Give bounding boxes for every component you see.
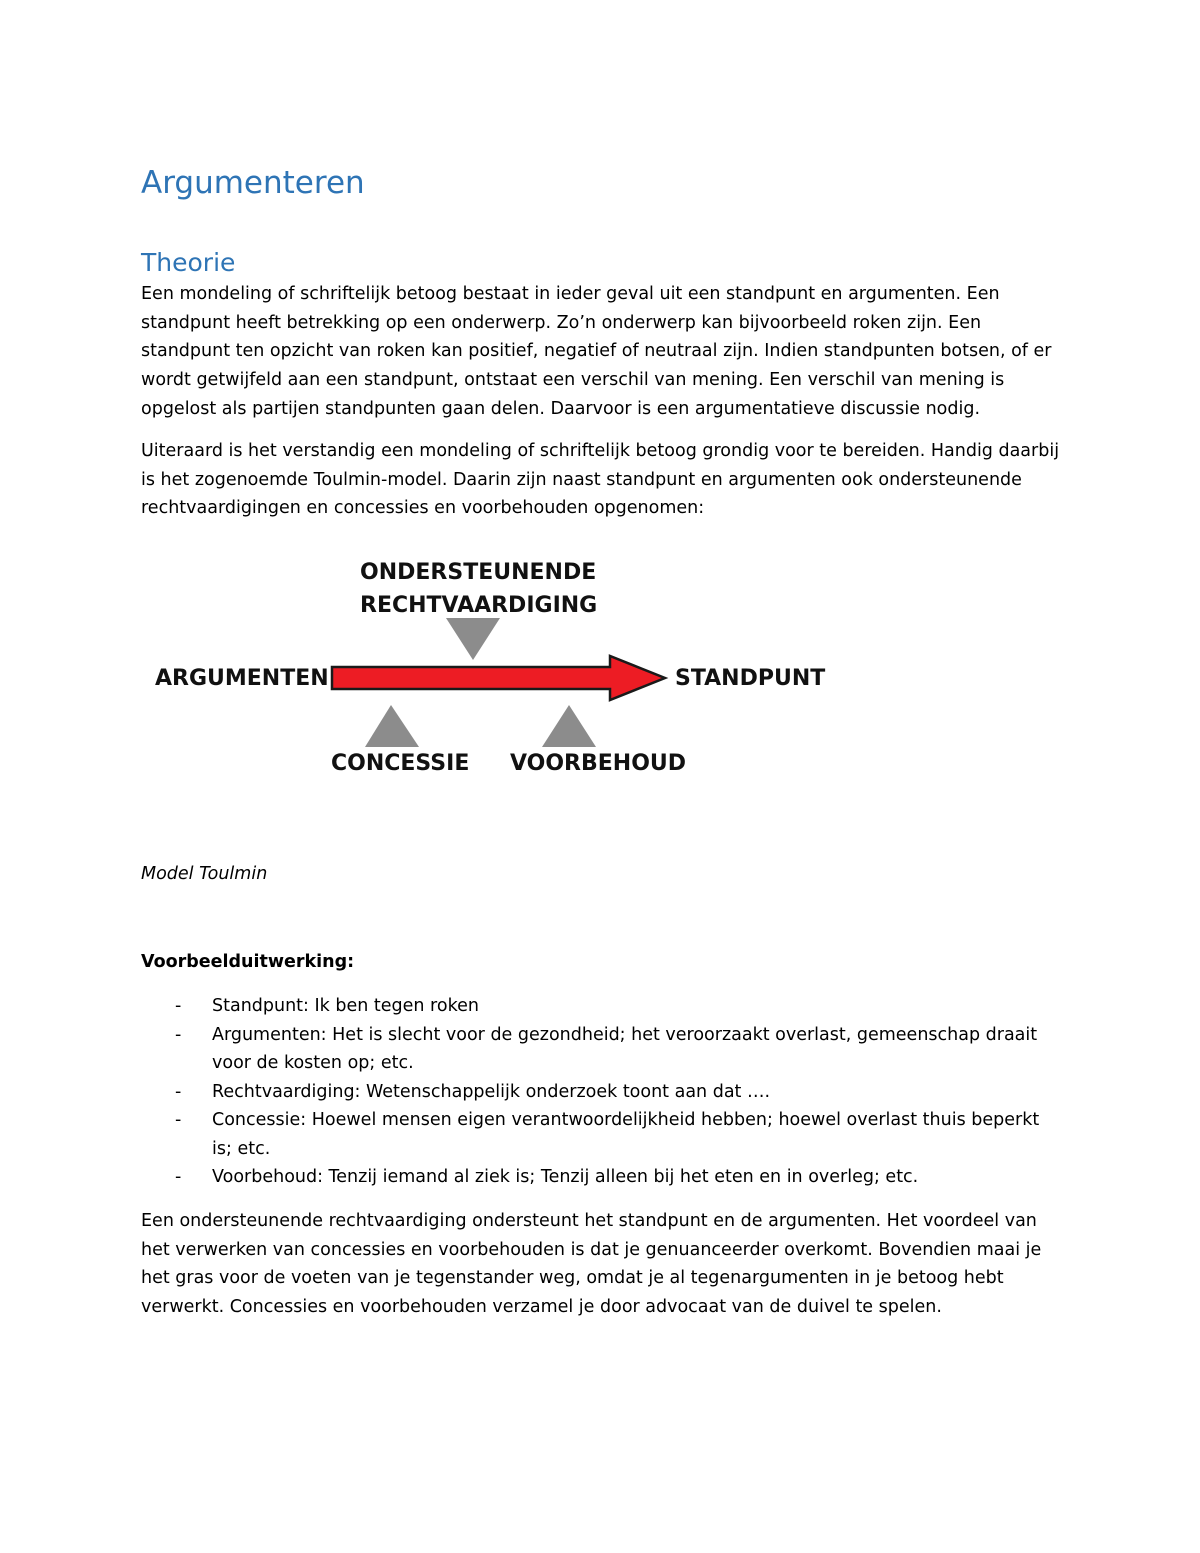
- intro-paragraph: [141, 280, 1061, 423]
- text-line: Voorbehoud: Tenzij iemand al ziek is; Tenzij alleen bij het eten en in overleg; etc.: [212, 1167, 919, 1187]
- text-line: Een mondeling of schriftelijk betoog bestaat in ieder geval uit een standpunt en argumenten. Een: [141, 284, 1000, 304]
- text-line: voor de kosten op; etc.: [212, 1053, 414, 1073]
- text-line: standpunt ten opzicht van roken kan positief, negatief of neutraal zijn. Indien standpunten botsen, of er: [141, 341, 1052, 362]
- text-line: Rechtvaardiging: Wetenschappelijk onderzoek toont aan dat ….: [212, 1081, 771, 1102]
- diagram-label-arguments: ARGUMENTEN: [155, 666, 329, 691]
- argument-arrow-icon: [332, 656, 665, 700]
- text-line: Standpunt: Ik ben tegen roken: [212, 996, 479, 1016]
- text-line: het verwerken van concessies en voorbehouden is dat je genuanceerder overkomt. Bovendien maai je: [141, 1239, 1042, 1260]
- list-item-rechtvaardiging: [141, 1078, 1061, 1107]
- diagram-label-reservation: VOORBEHOUD: [510, 751, 687, 776]
- text-line: Concessie: Hoewel mensen eigen verantwoordelijkheid hebben; hoewel overlast thuis beperkt: [212, 1110, 1040, 1130]
- text-line: rechtvaardigingen en concessies en voorbehouden opgenomen:: [141, 498, 705, 519]
- concession-triangle-icon: [365, 705, 419, 747]
- text-line: opgelost als partijen standpunten gaan delen. Daarvoor is een argumentatieve discussie nodig.: [141, 398, 981, 419]
- figure-caption: Model Toulmin: [141, 864, 268, 884]
- text-line: Argumenten: Het is slecht voor de gezondheid; het veroorzaakt overlast, gemeenschap draait: [212, 1024, 1038, 1045]
- text-line: is; etc.: [212, 1138, 271, 1159]
- conclusion-paragraph: [141, 1207, 1061, 1322]
- bullet-dash: -: [175, 996, 182, 1016]
- list-item-voorbehoud: [141, 1163, 1061, 1192]
- text-line: is het zogenoemde Toulmin-model. Daarin zijn naast standpunt en argumenten ook ondersteunende: [141, 469, 1022, 490]
- list-item-concessie: [141, 1106, 1061, 1163]
- example-heading: Voorbeelduitwerking:: [141, 952, 355, 972]
- diagram-label-warrant-line2: RECHTVAARDIGING: [360, 593, 598, 618]
- text-line: wordt getwijfeld aan een standpunt, ontstaat een verschil van mening. Een verschil van mening is: [141, 370, 1005, 391]
- example-list: [141, 992, 1061, 1192]
- list-item-argumenten: [141, 1021, 1061, 1078]
- text-line: verwerkt. Concessies en voorbehouden verzamel je door advocaat van de duivel te spelen.: [141, 1297, 942, 1318]
- diagram-label-concession: CONCESSIE: [331, 751, 470, 776]
- warrant-triangle-icon: [446, 618, 500, 660]
- list-item-standpunt: [141, 992, 1061, 1021]
- section-heading-theorie: Theorie: [141, 248, 236, 277]
- text-line: Uiteraard is het verstandig een mondeling of schriftelijk betoog grondig voor te bereiden. Handig daarbij: [141, 441, 1060, 461]
- bullet-dash: -: [175, 1110, 182, 1130]
- diagram-label-claim: STANDPUNT: [675, 666, 826, 691]
- text-line: standpunt heeft betrekking op een onderwerp. Zo’n onderwerp kan bijvoorbeeld roken zijn. Een: [141, 312, 982, 333]
- reservation-triangle-icon: [542, 705, 596, 747]
- toulmin-intro-paragraph: [141, 437, 1061, 523]
- bullet-dash: -: [175, 1024, 182, 1045]
- bullet-dash: -: [175, 1081, 182, 1102]
- text-line: het gras voor de voeten van je tegenstander weg, omdat je al tegenargumenten in je betoog hebt: [141, 1268, 1004, 1289]
- document-title: Argumenteren: [141, 165, 365, 201]
- bullet-dash: -: [175, 1167, 182, 1187]
- diagram-label-warrant-line1: ONDERSTEUNENDE: [360, 560, 597, 585]
- text-line: Een ondersteunende rechtvaardiging ondersteunt het standpunt en de argumenten. Het voordeel van: [141, 1211, 1037, 1231]
- toulmin-model-diagram: [141, 548, 841, 788]
